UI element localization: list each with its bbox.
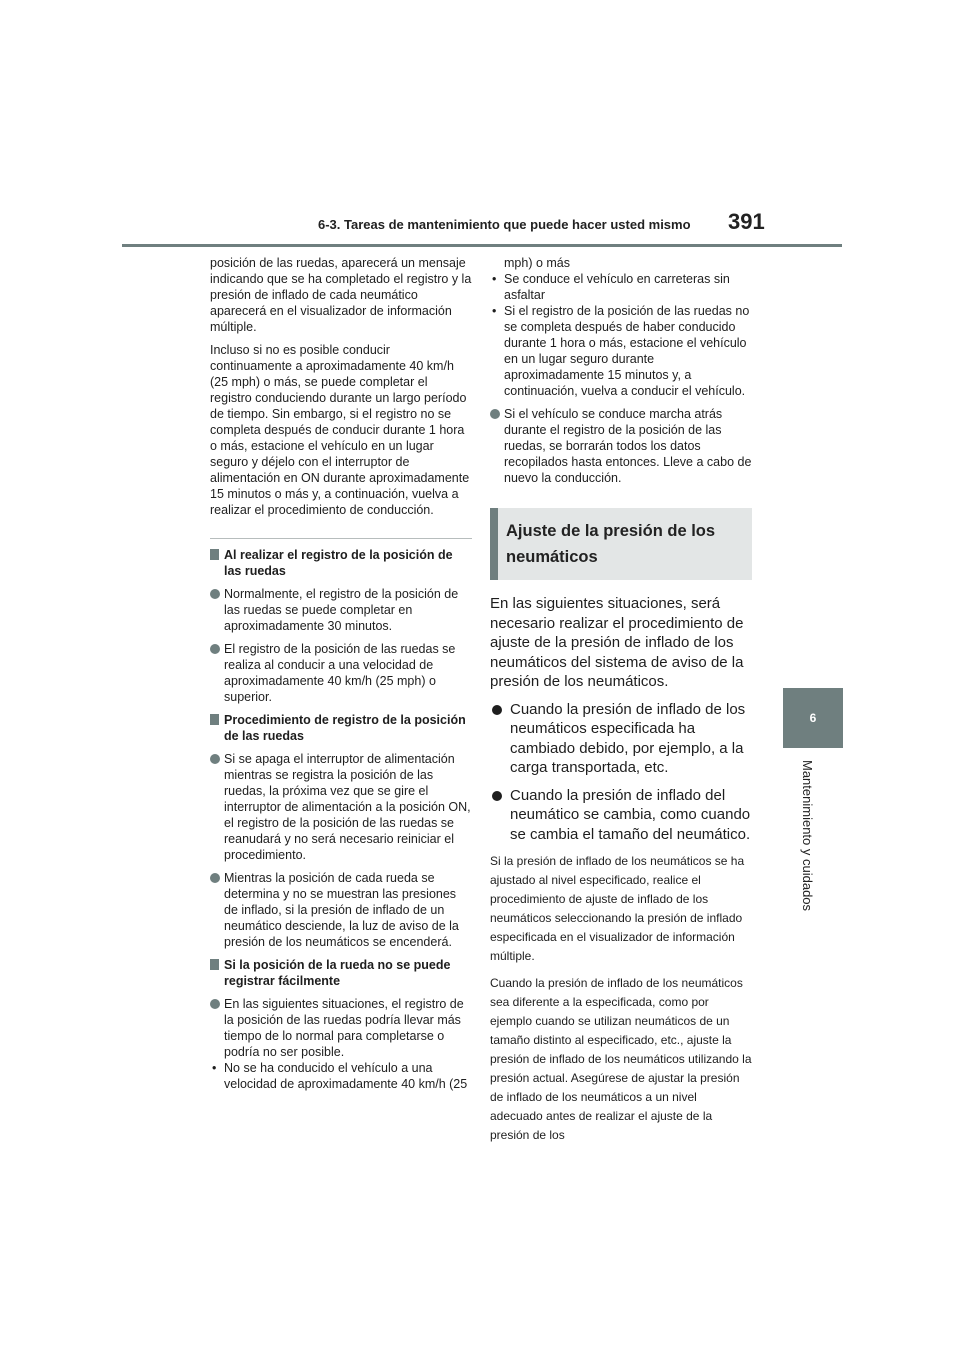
circle-bullet-icon — [210, 589, 220, 599]
left-column — [210, 255, 472, 1099]
bullet-text: Si el vehículo se conduce marcha atrás durante el registro de la posición de las ruedas, se borrarán todos los datos recopilados hasta entonces. Lleve a cabo de nuevo la conducción. — [504, 407, 752, 485]
subheading — [210, 712, 472, 744]
sub-list-item: • Se conduce el vehículo en carreteras sin asfaltar — [490, 271, 752, 303]
sub-list — [490, 271, 752, 399]
square-bullet-icon — [210, 959, 219, 970]
header-rule — [122, 244, 842, 247]
circle-bullet-icon — [490, 409, 500, 419]
square-bullet-icon — [210, 549, 219, 560]
circle-bullet-icon — [492, 705, 502, 715]
sub-list — [210, 1060, 472, 1092]
paragraph: Si la presión de inflado de los neumáticos se ha ajustado al nivel especificado, realice el procedimiento de ajuste de inflado de los neumáticos seleccionando la presión de inflado especificada en el visualizador de información múltiple. — [490, 854, 745, 963]
bullet-text: Mientras la posición de cada rueda se determina y no se muestran las presiones de inflado, si la presión de inflado de un neumático desciende, la luz de aviso de la presión de los neumáticos se encenderá. — [224, 871, 459, 949]
intro-paragraph: En las siguientes situaciones, será necesario realizar el procedimiento de ajuste de la presión de inflado de los neumáticos del sistema de aviso de la presión de los neumáticos. — [490, 595, 744, 690]
circle-bullet-icon — [210, 873, 220, 883]
subheading — [210, 957, 472, 989]
sub-list-item: • Si el registro de la posición de las ruedas no se completa después de haber conducido durante 1 hora o más, estacione el vehículo en un lugar seguro durante aproximadamente 15 minutos y, a continuación, vuelva a conducir el vehículo. — [490, 303, 752, 399]
bullet-item — [210, 870, 472, 950]
right-column — [490, 255, 752, 1153]
page-number: 391 — [728, 209, 765, 234]
bullet-item — [490, 406, 752, 486]
sub-list-item: • No se ha conducido el vehículo a una velocidad de aproximadamente 40 km/h (25 — [210, 1060, 472, 1092]
section-header-title: 6-3. Tareas de mantenimiento que puede hacer usted mismo — [318, 217, 691, 232]
bullet-item — [490, 786, 752, 845]
bullet-item — [210, 996, 472, 1060]
circle-bullet-icon — [492, 791, 502, 801]
bullet-text: Cuando la presión de inflado de los neumáticos especificada ha cambiado debido, por ejemplo, a la carga transportada, etc. — [510, 700, 746, 776]
bullet-item — [210, 641, 472, 705]
circle-bullet-icon — [210, 644, 220, 654]
list-continuation: mph) o más — [504, 256, 570, 270]
subheading — [210, 547, 472, 579]
chapter-tab: 6 — [783, 688, 843, 748]
section-heading: Ajuste de la presión de los neumáticos — [490, 508, 752, 580]
paragraph: Cuando la presión de inflado de los neumáticos sea diferente a la especificada, como por ejemplo cuando se utilizan neumáticos de un tamaño distinto al especificado, etc., ajuste la presión de inflado de los neumáticos utilizando la presión actual. Asegúrese de ajustar la presión de inflado de los neumáticos a un nivel adecuado antes de realizar el ajuste de la presión de los — [490, 976, 752, 1142]
subheading-text: Si la posición de la rueda no se puede registrar fácilmente — [224, 958, 451, 988]
chapter-label: Mantenimiento y cuidados — [800, 760, 815, 912]
paragraph: Incluso si no es posible conducir continuamente a aproximadamente 40 km/h (25 mph) o más, se puede completar el registro conduciendo durante un largo período de tiempo. Sin embargo, si el registro no se completa después de conducir durante 1 hora o más, estacione el vehículo en un lugar seguro y déjelo con el interruptor de alimentación en ON durante aproximadamente 15 minutos o más y, a continuación, vuelva a realizar el procedimiento de conducción. — [210, 343, 470, 517]
bullet-text: Normalmente, el registro de la posición de las ruedas se puede completar en aproximadamente 30 minutos. — [224, 587, 459, 633]
bullet-item — [210, 751, 472, 863]
bullet-text: En las siguientes situaciones, el registro de la posición de las ruedas podría llevar más tiempo de lo normal para completarse o podría no ser posible. — [224, 997, 464, 1059]
bullet-text: El registro de la posición de las ruedas se realiza al conducir a una velocidad de aproximadamente 40 km/h (25 mph) o superior. — [224, 642, 456, 704]
divider — [210, 538, 472, 539]
paragraph: posición de las ruedas, aparecerá un mensaje indicando que se ha completado el registro y la presión de inflado de cada neumático aparecerá en el visualizador de información múltiple. — [210, 256, 472, 334]
square-bullet-icon — [210, 714, 219, 725]
circle-bullet-icon — [210, 999, 220, 1009]
bullet-item — [490, 700, 752, 778]
circle-bullet-icon — [210, 754, 220, 764]
subheading-text: Al realizar el registro de la posición de las ruedas — [224, 548, 453, 578]
bullet-text: Cuando la presión de inflado del neumático se cambia, como cuando se cambia el tamaño del neumático. — [510, 786, 751, 843]
bullet-text: Si se apaga el interruptor de alimentación mientras se registra la posición de las ruedas, la próxima vez que se gire el interruptor de alimentación a la posición ON, el registro de la posición de las ruedas se reanudará y no será necesario reiniciar el procedimiento. — [224, 752, 471, 862]
bullet-item — [210, 586, 472, 634]
subheading-text: Procedimiento de registro de la posición de las ruedas — [224, 713, 466, 743]
